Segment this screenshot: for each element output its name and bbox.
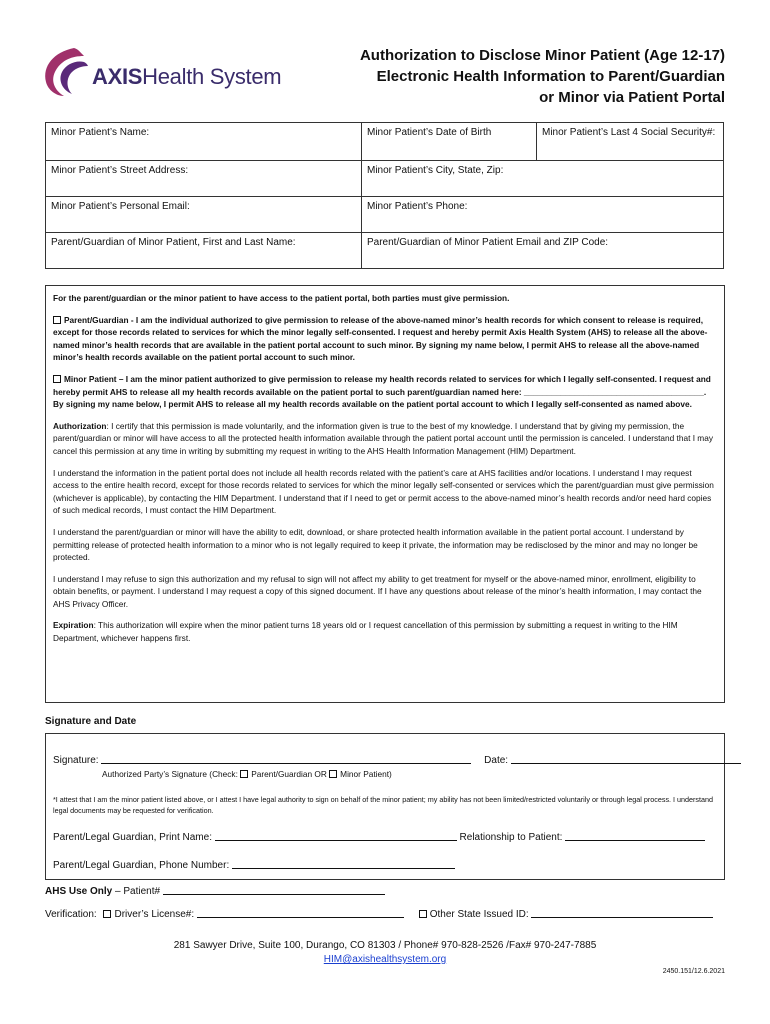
logo-wordmark: AXISHealth System <box>92 64 282 89</box>
ahs-use-row: AHS Use Only – Patient# <box>45 885 385 897</box>
him-email-link[interactable]: HIM@axishealthsystem.org <box>323 954 447 965</box>
axis-health-logo <box>40 40 300 104</box>
caption-minor-checkbox[interactable] <box>329 770 337 778</box>
drivers-license-checkbox[interactable] <box>103 910 111 918</box>
refuse-paragraph: I understand I may refuse to sign this authorization and my refusal to sign will not affect my ability to get treatment for myself or the above-named minor, enrollment, eligibility to obtain benefits, or payment. I understand I may request a copy of this signed document. If I have any questions about release of the minor’s health information, I may contact the AHS Privacy Officer. <box>53 573 702 609</box>
logo-swirl-icon <box>40 46 90 100</box>
print-name-input[interactable] <box>215 831 457 841</box>
guardian-email-field[interactable]: Parent/Guardian of Minor Patient Email and ZIP Code: <box>362 233 724 269</box>
signature-section <box>45 733 725 880</box>
minor-phone-field[interactable]: Minor Patient’s Phone: <box>362 197 724 233</box>
footer-address: 281 Sawyer Drive, Suite 100, Durango, CO 81303 / Phone# 970-828-2526 /Fax# 970-247-7885 <box>173 940 597 951</box>
minor-ssn-field[interactable]: Minor Patient’s Last 4 Social Security#: <box>537 123 724 161</box>
edit-paragraph: I understand the parent/guardian or minor will have the ability to edit, download, or share protected health information available in the patient portal account. I understand by permitting release of protected health information to a minor who is not legally required to keep it private, the information may be redisclosed by the minor and may no longer be protected. <box>53 526 698 563</box>
signature-caption: Authorized Party’s Signature (Check: Parent/Guardian OR Minor Patient) <box>102 769 392 779</box>
authorization-paragraph: Authorization: I certify that this permission is made voluntarily, and the information given is true to the best of my knowledge. I understand that by giving my permission, the parent/guardian or minor will have access to all the protected health information available through the patient portal account until the permission is canceled. I understand that I may cancel this permission at any time in writing by submitting my request in writing to the AHS Health Information Management (HIM) Department. <box>53 420 713 456</box>
expiration-paragraph: Expiration: This authorization will expire when the minor patient turns 18 years old or I request cancellation of this permission by submitting a request in writing to the HIM Department, whichever happens first. <box>53 620 678 644</box>
other-id-input[interactable] <box>531 908 713 918</box>
permission-intro: For the parent/guardian or the minor patient to have access to the patient portal, both parties must give permission. <box>53 293 510 303</box>
signature-row: Signature: Date: <box>53 754 741 766</box>
minor-permission-paragraph: Minor Patient – I am the minor patient authorized to give permission to release my health records related to services for which I legally self-consented. I request and hereby permit AHS to release all my health records available on the patient portal to such parent/guardian named here: _______________________________________. By signing my name below, I permit AHS to release all my health records available on the patient portal account to which I legally self-consented as named above. <box>53 373 711 410</box>
minor-dob-field[interactable]: Minor Patient’s Date of Birth <box>362 123 537 161</box>
patient-number-input[interactable] <box>163 885 385 895</box>
parent-permission-paragraph: Parent/Guardian - I am the individual authorized to give permission to release of the above-named minor’s health records for which consent to release is required, except for those records related to services for which the minor legally self-consented. I request and hereby permit Axis Health System (AHS) to release all the above-named minor’s health records that are available in the patient portal account to such minor. By signing my name below, I permit AHS to release all the above-named minor’s health records available on the patient portal account to such minor. <box>53 314 708 363</box>
form-title: Authorization to Disclose Minor Patient (Age 12-17) Electronic Health Information to Parent/Guardian or Minor via Patient Portal <box>359 47 725 106</box>
form-code: 2450.151/12.6.2021 <box>662 968 725 975</box>
relationship-input[interactable] <box>565 831 705 841</box>
minor-name-field[interactable]: Minor Patient’s Name: <box>46 123 362 161</box>
minor-email-field[interactable]: Minor Patient’s Personal Email: <box>46 197 362 233</box>
drivers-license-input[interactable] <box>197 908 404 918</box>
print-name-row: Parent/Legal Guardian, Print Name: Relationship to Patient: <box>53 831 705 843</box>
date-input[interactable] <box>511 754 741 764</box>
parent-permission-checkbox[interactable] <box>53 316 61 324</box>
signature-input[interactable] <box>101 754 471 764</box>
caption-parent-checkbox[interactable] <box>240 770 248 778</box>
verification-row: Verification: Driver’s License#: Other State Issued ID: <box>45 908 713 920</box>
footer-email-line <box>0 954 770 965</box>
minor-address-field[interactable]: Minor Patient’s Street Address: <box>46 161 362 197</box>
minor-city-field[interactable]: Minor Patient’s City, State, Zip: <box>362 161 724 197</box>
guardian-phone-input[interactable] <box>232 859 455 869</box>
permission-section <box>45 285 725 703</box>
minor-permission-checkbox[interactable] <box>53 375 61 383</box>
signature-heading: Signature and Date <box>45 716 137 727</box>
phone-row: Parent/Legal Guardian, Phone Number: <box>53 859 455 871</box>
patient-info-table <box>45 122 724 269</box>
other-id-checkbox[interactable] <box>419 910 427 918</box>
guardian-name-field[interactable]: Parent/Guardian of Minor Patient, First and Last Name: <box>46 233 362 269</box>
records-paragraph: I understand the information in the patient portal does not include all health records related with the patient’s care at AHS facilities and/or locations. I understand I may request access to the entire health record, except for those records related to services for which the minor legally self-consented or services which the parent/guardian must give permission (whichever is applicable), by contacting the HIM Department. I understand that if I need to get or permit access to the above-named minor’s health records and/or need hard copies of such medical records, I must contact the HIM Department. <box>53 467 714 516</box>
attestation-text: *I attest that I am the minor patient listed above, or I attest I have legal authority to sign on behalf of the minor patient; my ability has not been limited/restricted voluntarily or through legal process. I understand legal documents may be requested for verification. <box>53 795 714 815</box>
